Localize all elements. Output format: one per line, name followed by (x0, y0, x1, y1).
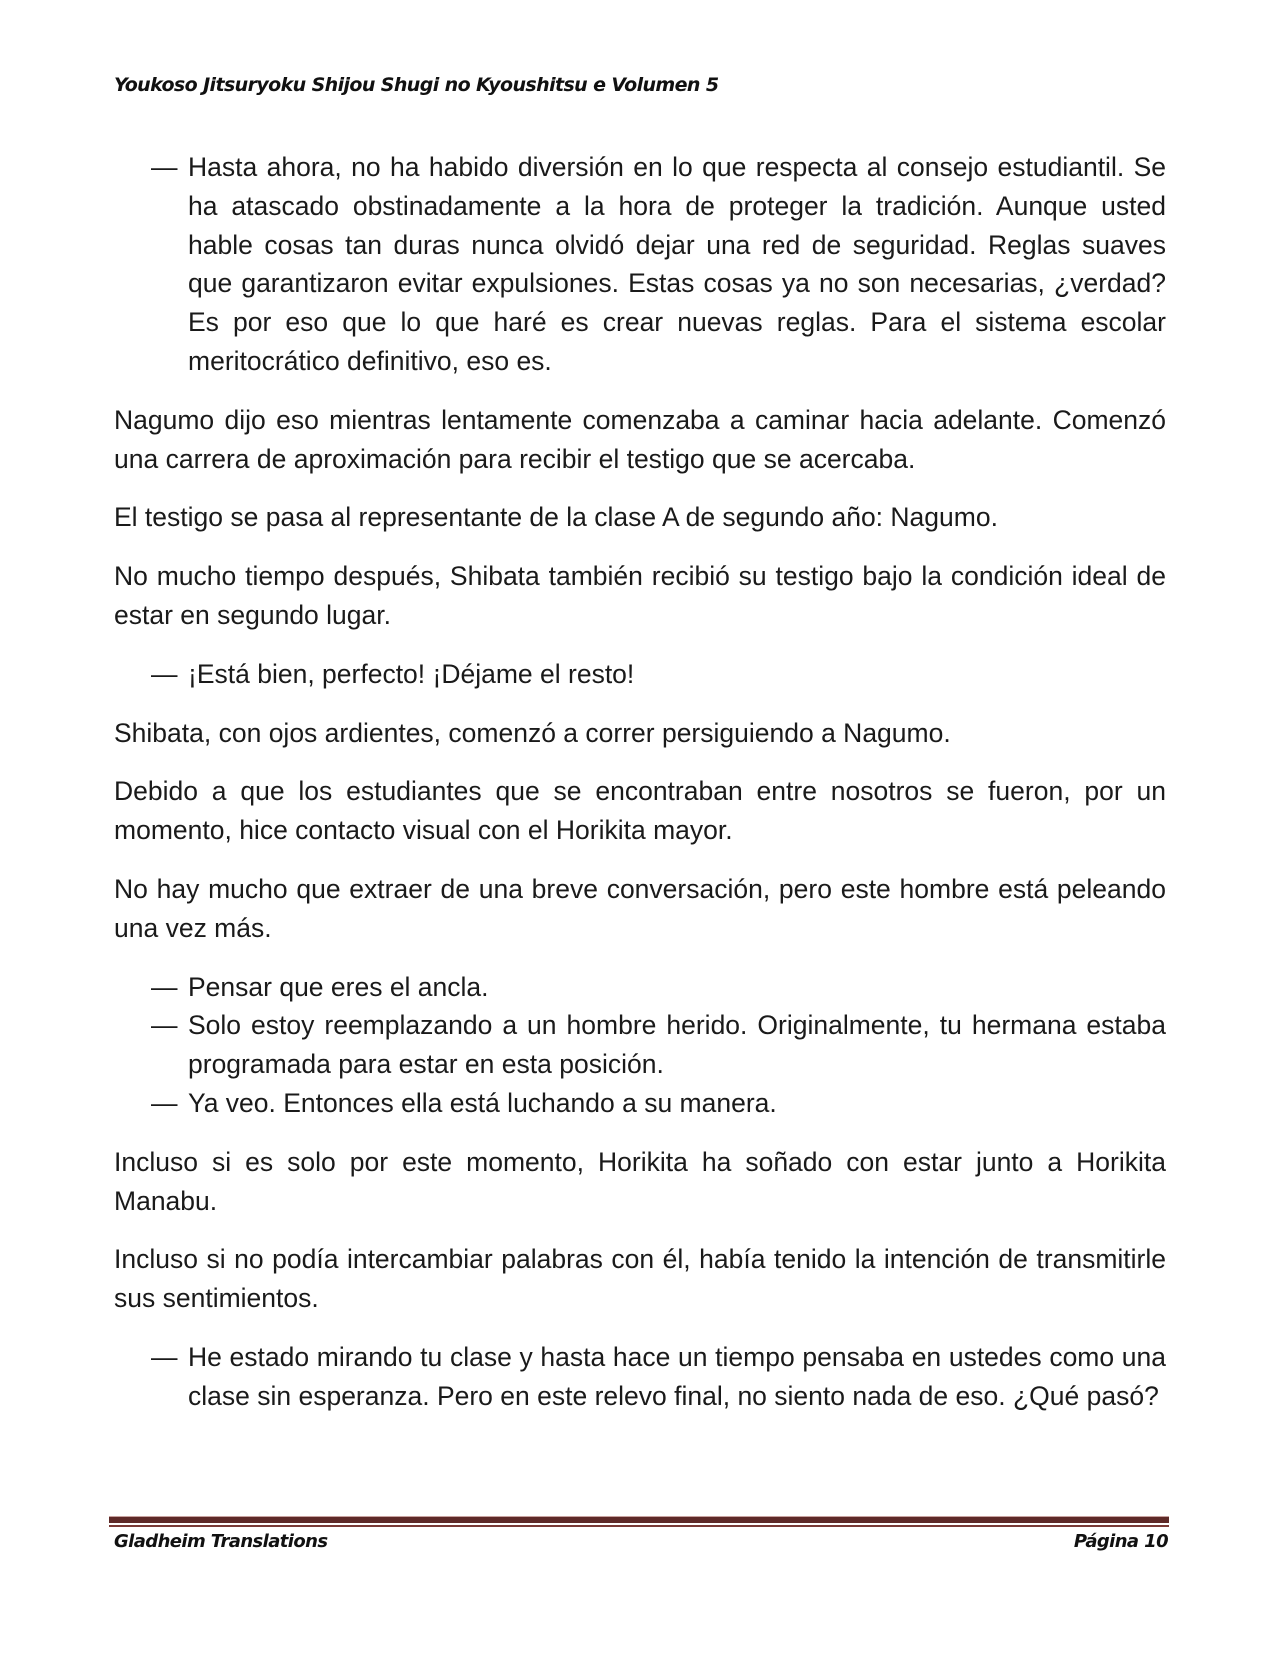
dialogue-line (114, 1338, 1166, 1416)
dialogue-text: ¡Está bien, perfecto! ¡Déjame el resto! (188, 658, 635, 689)
page-body (114, 148, 1166, 1436)
dialogue-line (114, 148, 1166, 381)
paragraph: Debido a que los estudiantes que se encontraban entre nosotros se fueron, por un momento, hice contacto visual con el Horikita mayor. (114, 776, 1166, 846)
footer-divider (109, 1516, 1169, 1525)
paragraph: No hay mucho que extraer de una breve conversación, pero este hombre está peleando una vez más. (114, 873, 1166, 943)
paragraph: Shibata, con ojos ardientes, comenzó a correr persiguiendo a Nagumo. (114, 717, 951, 748)
dialogue-text: Ya veo. Entonces ella está luchando a su manera. (188, 1087, 777, 1118)
dialogue-line (114, 968, 1166, 1007)
paragraph: Incluso si es solo por este momento, Horikita ha soñado con estar junto a Horikita Manabu. (114, 1146, 1166, 1216)
dialogue-text: Solo estoy reemplazando a un hombre herido. Originalmente, tu hermana estaba programada para estar en esta posición. (188, 1010, 1166, 1080)
paragraph: Incluso si no podía intercambiar palabras con él, había tenido la intención de transmitirle sus sentimientos. (114, 1244, 1166, 1314)
paragraph: Nagumo dijo eso mientras lentamente comenzaba a caminar hacia adelante. Comenzó una carrera de aproximación para recibir el testigo que se acercaba. (114, 404, 1166, 474)
dialogue-dash: — (151, 658, 178, 689)
dialogue-line (114, 655, 1166, 694)
running-header: Youkoso Jitsuryoku Shijou Shugi no Kyoushitsu e Volumen 5 (114, 74, 719, 96)
dialogue-dash: — (151, 1087, 178, 1118)
paragraph: No mucho tiempo después, Shibata también recibió su testigo bajo la condición ideal de estar en segundo lugar. (114, 561, 1166, 630)
dialogue-dash: — (151, 1010, 178, 1041)
page-number: Página 10 (1073, 1531, 1168, 1552)
dialogue-text: Pensar que eres el ancla. (188, 971, 489, 1002)
dialogue-line (114, 1084, 1166, 1123)
dialogue-dash: — (151, 971, 178, 1002)
dialogue-line (114, 1006, 1166, 1084)
dialogue-dash: — (151, 1341, 178, 1372)
dialogue-text: Hasta ahora, no ha habido diversión en lo que respecta al consejo estudiantil. Se ha atascado obstinadamente a la hora de proteger la tradición. Aunque usted hable cosas tan duras nunca olvidó dejar una red de seguridad. Reglas suaves que garantizaron evitar expulsiones. Estas cosas ya no son necesarias, ¿verdad? Es por eso que lo que haré es crear nuevas reglas. Para el sistema escolar meritocrático definitivo, eso es. (188, 152, 1166, 376)
dialogue-dash: — (151, 152, 178, 182)
paragraph: El testigo se pasa al representante de la clase A de segundo año: Nagumo. (114, 502, 998, 533)
footer-credit: Gladheim Translations (114, 1531, 328, 1552)
dialogue-text: He estado mirando tu clase y hasta hace un tiempo pensaba en ustedes como una clase sin esperanza. Pero en este relevo final, no siento nada de eso. ¿Qué pasó? (188, 1341, 1166, 1411)
